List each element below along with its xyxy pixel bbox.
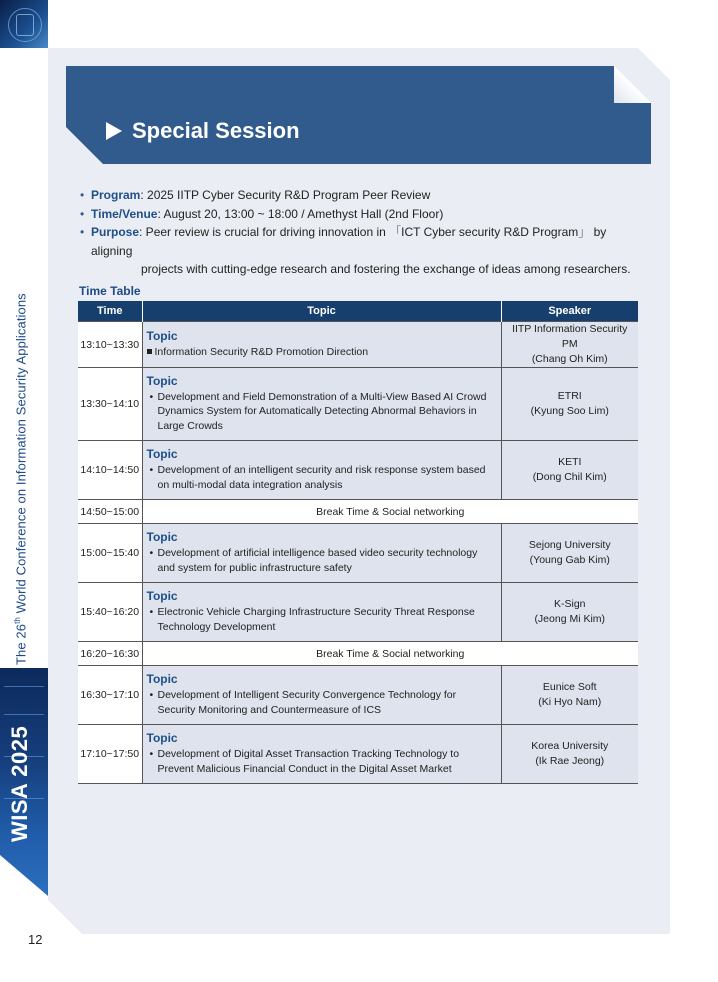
break-cell: Break Time & Social networking bbox=[142, 500, 638, 524]
session-info bbox=[80, 186, 640, 279]
time-cell: 14:10~14:50 bbox=[78, 441, 142, 500]
page-number: 12 bbox=[28, 932, 43, 947]
table-row bbox=[78, 666, 638, 725]
square-bullet-icon bbox=[147, 349, 152, 354]
topic-item: • Development of artificial intelligence based video security technology and system for public infrastructure safety bbox=[149, 547, 478, 574]
time-cell: 17:10~17:50 bbox=[78, 725, 142, 784]
speaker-cell: KETI (Dong Chil Kim) bbox=[501, 441, 638, 500]
header-time: Time bbox=[78, 301, 142, 322]
table-row bbox=[78, 524, 638, 583]
speaker-cell: IITP Information Security PM (Chang Oh Kim) bbox=[501, 322, 638, 368]
time-cell: 15:00~15:40 bbox=[78, 524, 142, 583]
lock-body-icon bbox=[16, 14, 34, 36]
topic-heading: Topic bbox=[146, 530, 178, 544]
topic-cell bbox=[142, 666, 501, 725]
topic-heading: Topic bbox=[146, 373, 178, 388]
time-cell: 16:20~16:30 bbox=[78, 642, 142, 666]
speaker-cell: Korea University (Ik Rae Jeong) bbox=[501, 725, 638, 784]
wisa-brand: WISA 2025 bbox=[7, 725, 32, 842]
time-cell: 15:40~16:20 bbox=[78, 583, 142, 642]
purpose-line-continued: projects with cutting-edge research and fostering the exchange of ideas among researchers. bbox=[141, 262, 631, 276]
topic-item: Information Security R&D Promotion Direction bbox=[147, 345, 495, 360]
topic-heading: Topic bbox=[146, 447, 178, 461]
table-row bbox=[78, 500, 638, 524]
topic-heading: Topic bbox=[146, 672, 178, 686]
topic-item: • Electronic Vehicle Charging Infrastructure Security Threat Response Technology Development bbox=[149, 606, 475, 633]
topic-cell bbox=[142, 322, 501, 368]
table-row bbox=[78, 583, 638, 642]
timetable bbox=[78, 301, 638, 784]
section-banner bbox=[66, 66, 651, 164]
venue-line: • Time/Venue: August 20, 13:00 ~ 18:00 / Amethyst Hall (2nd Floor) bbox=[80, 206, 444, 221]
table-row bbox=[78, 642, 638, 666]
timetable-label: Time Table bbox=[79, 284, 141, 298]
topic-cell bbox=[142, 524, 501, 583]
topic-heading: Topic bbox=[146, 328, 178, 343]
time-cell: 14:50~15:00 bbox=[78, 500, 142, 524]
speaker-cell: K-Sign (Jeong Mi Kim) bbox=[501, 583, 638, 642]
conference-title: The 26th World Conference on Information Security Applications bbox=[13, 293, 29, 665]
speaker-cell: ETRI (Kyung Soo Lim) bbox=[501, 368, 638, 441]
page-fold-corner bbox=[614, 66, 651, 103]
topic-item: • Development of Intelligent Security Convergence Technology for Security Monitoring and Countermeasure of ICS bbox=[149, 689, 457, 716]
time-cell: 16:30~17:10 bbox=[78, 666, 142, 725]
time-cell: 13:10~13:30 bbox=[78, 322, 142, 368]
topic-cell bbox=[142, 583, 501, 642]
table-row bbox=[78, 441, 638, 500]
break-cell: Break Time & Social networking bbox=[142, 642, 638, 666]
play-triangle-icon bbox=[106, 122, 122, 140]
table-row bbox=[78, 322, 638, 368]
speaker-cell: Eunice Soft (Ki Hyo Nam) bbox=[501, 666, 638, 725]
topic-item: • Development and Field Demonstration of a Multi-View Based AI Crowd Dynamics System for Automatically Detecting Abnormal Behaviors in Large Crowds bbox=[149, 390, 487, 432]
speaker-cell: Sejong University (Young Gab Kim) bbox=[501, 524, 638, 583]
topic-heading: Topic bbox=[146, 589, 178, 603]
table-row bbox=[78, 368, 638, 441]
topic-heading: Topic bbox=[146, 731, 178, 745]
header-topic: Topic bbox=[142, 301, 501, 322]
topic-cell bbox=[142, 368, 501, 441]
cyber-lock-image bbox=[0, 0, 48, 48]
header-speaker: Speaker bbox=[501, 301, 638, 322]
purpose-line: • Purpose: Peer review is crucial for driving innovation in 「ICT Cyber security R&D Program」 by aligning bbox=[80, 225, 607, 258]
program-line: • Program: 2025 IITP Cyber Security R&D Program Peer Review bbox=[80, 188, 431, 202]
topic-cell bbox=[142, 725, 501, 784]
topic-item: • Development of an intelligent security and risk response system based on multi-modal data integration analysis bbox=[149, 464, 486, 491]
topic-cell bbox=[142, 441, 501, 500]
section-title: Special Session bbox=[106, 118, 300, 144]
topic-item: • Development of Digital Asset Transaction Tracking Technology to Prevent Malicious Financial Conduct in the Digital Asset Market bbox=[149, 748, 460, 775]
table-row bbox=[78, 725, 638, 784]
time-cell: 13:30~14:10 bbox=[78, 368, 142, 441]
